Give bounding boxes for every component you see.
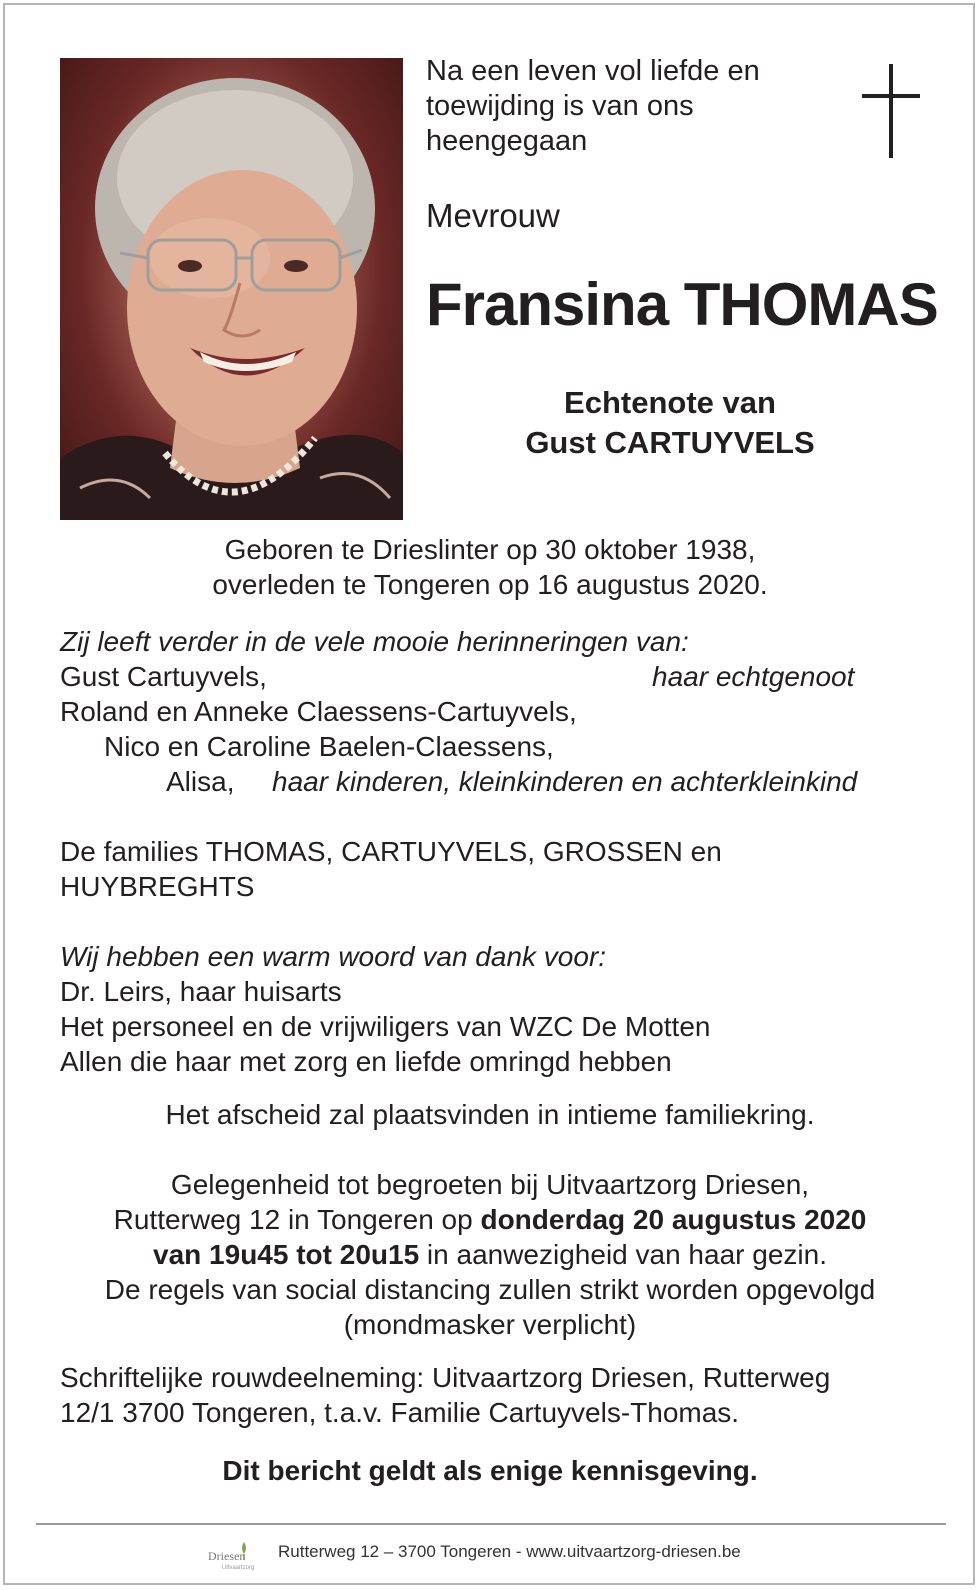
visitation-presence: in aanwezigheid van haar gezin.: [419, 1239, 827, 1270]
spouse-line-2: Gust CARTUYVELS: [525, 425, 815, 460]
visitation-line-4: De regels van social distancing zullen strikt worden opgevolgd: [104, 1274, 876, 1305]
driesen-logo-icon: [208, 1538, 264, 1572]
visitation-address: Rutterweg 12 in Tongeren op: [113, 1204, 481, 1235]
cross-icon: [862, 64, 920, 158]
logo-subtext: Uitvaartzorg: [222, 1565, 255, 1571]
families-line: HUYBREGHTS: [60, 871, 255, 902]
thanks-line: Dr. Leirs, haar huisarts: [60, 976, 342, 1007]
relative-name: Nico en Caroline Baelen-Claessens,: [104, 731, 554, 762]
spouse-line-1: Echtenote van: [564, 385, 776, 420]
intro-line: toewijding is van ons: [426, 90, 694, 122]
intro-line: heengegaan: [426, 125, 588, 157]
notice-line: Dit bericht geldt als enige kennisgeving.: [222, 1455, 758, 1486]
memories-heading: Zij leeft verder in de vele mooie herinneringen van:: [60, 626, 689, 657]
footer-address: Rutterweg 12 – 3700 Tongeren - www.uitvaartzorg-driesen.be: [278, 1542, 741, 1561]
farewell-line: Het afscheid zal plaatsvinden in intieme familiekring.: [165, 1099, 815, 1130]
title-mevrouw: Mevrouw: [426, 197, 560, 234]
visitation-date: donderdag 20 augustus 2020: [480, 1204, 867, 1235]
intro-line: Na een leven vol liefde en: [426, 55, 760, 87]
relative-name: Alisa,: [166, 766, 235, 797]
thanks-heading: Wij hebben een warm woord van dank voor:: [60, 941, 607, 972]
visitation-line-2: [40, 1202, 940, 1237]
condolence-line: Schriftelijke rouwdeelneming: Uitvaartzorg Driesen, Rutterweg: [60, 1362, 831, 1393]
relative-role: haar kinderen, kleinkinderen en achterkleinkind: [272, 766, 858, 797]
footer-divider: [36, 1523, 946, 1525]
portrait-photo: [60, 58, 403, 520]
thanks-line: Het personeel en de vrijwiligers van WZC De Motten: [60, 1011, 711, 1042]
visitation-time: van 19u45 tot 20u15: [153, 1239, 420, 1270]
families-line: De families THOMAS, CARTUYVELS, GROSSEN en: [60, 836, 722, 867]
logo-text: Driesen: [208, 1549, 246, 1563]
visitation-line-5: (mondmasker verplicht): [343, 1309, 637, 1340]
visitation-block: [40, 1167, 940, 1342]
visitation-line-1: Gelegenheid tot begroeten bij Uitvaartzorg Driesen,: [170, 1169, 810, 1200]
relative-name: Gust Cartuyvels,: [60, 661, 267, 692]
relative-role: haar echtgenoot: [652, 661, 855, 692]
died-line: overleden te Tongeren op 16 augustus 2020.: [212, 569, 768, 600]
intro-text: [426, 54, 826, 159]
born-line: Geboren te Drieslinter op 30 oktober 1938,: [224, 534, 756, 565]
portrait-illustration: [60, 58, 403, 520]
relative-name: Roland en Anneke Claessens-Cartuyvels,: [60, 696, 577, 727]
spouse-block: [440, 383, 900, 463]
condolence-line: 12/1 3700 Tongeren, t.a.v. Familie Cartuyvels-Thomas.: [60, 1397, 740, 1428]
birth-death-block: [40, 532, 940, 602]
visitation-line-3: [40, 1237, 940, 1272]
thanks-line: Allen die haar met zorg en liefde omringd hebben: [60, 1046, 672, 1077]
deceased-name: Fransina THOMAS: [426, 271, 938, 338]
